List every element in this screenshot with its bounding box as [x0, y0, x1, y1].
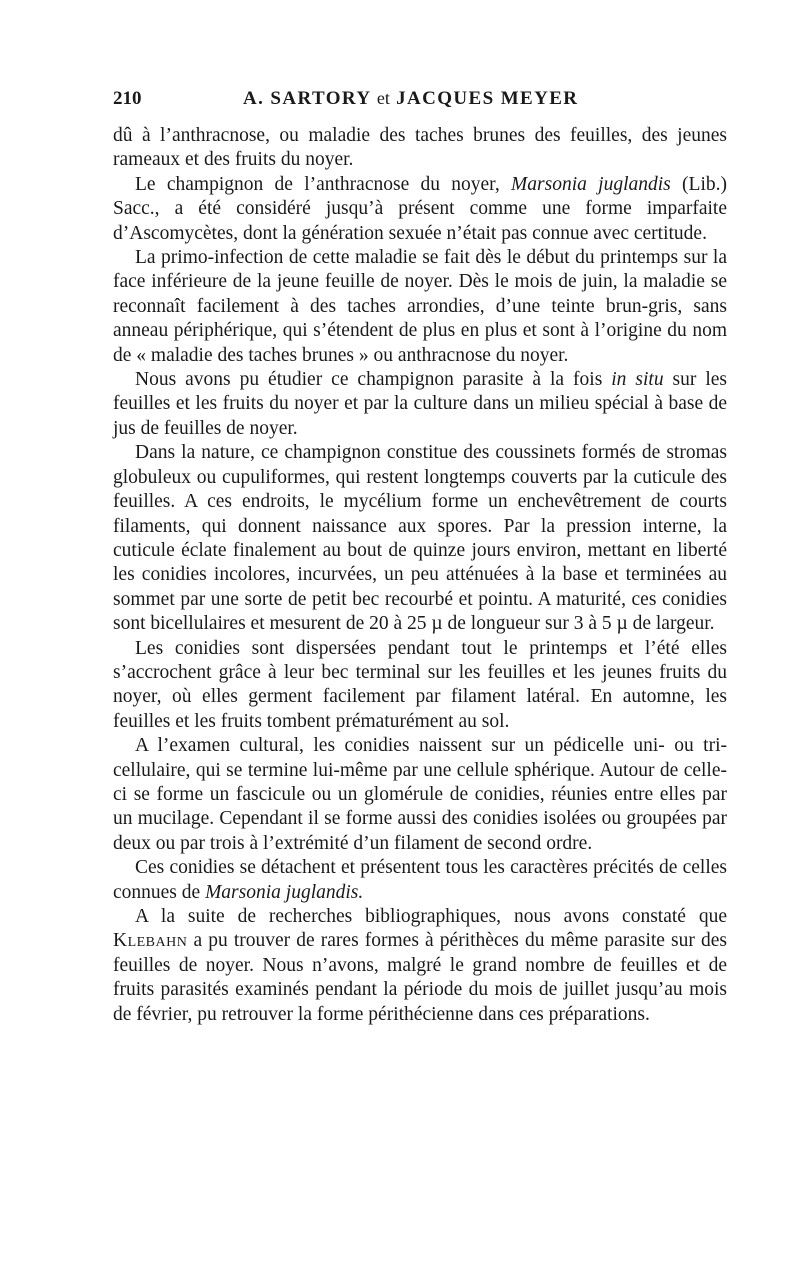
text-span: Nous avons pu étudier ce champignon parasite à la fois: [135, 369, 612, 391]
text-span: dû à l’anthracnose, ou maladie des taches brunes des feuilles, des jeunes rameaux et des fruits du noyer.: [113, 125, 727, 171]
paragraph-bibliography: [113, 905, 727, 1027]
paragraph-culture: [113, 734, 727, 856]
author-name-klebahn: Klebahn: [113, 930, 188, 952]
author-conjunction: et: [376, 88, 390, 108]
paragraph-study: [113, 368, 727, 441]
paragraph-dispersal: [113, 637, 727, 735]
page-number: 210: [113, 88, 142, 109]
text-span: A l’examen cultural, les conidies naissent sur un pédicelle uni- ou tri-cellulaire, qui se termine lui-même par une cellule sphérique. Autour de celle-ci se forme un fascicule ou un glomérule de conidies, réunies entre elles par un mucilage. Cependant il se forme aussi des conidies isolées ou groupées par deux ou par trois à l’extrémité d’un filament de second ordre.: [113, 735, 727, 854]
paragraph-primo-infection: [113, 246, 727, 368]
text-span: A la suite de recherches bibliographiques, nous avons constaté que: [135, 906, 727, 927]
text-span: Dans la nature, ce champignon constitue des coussinets formés de stromas globuleux ou cupuliformes, qui restent longtemps couverts par la cuticule des feuilles. A ces endroits, le mycélium forme un enchevêtrement de courts filaments, qui donnent naissance aux spores. Par la pression interne, la cuticule éclate finalement au bout de quinze jours environ, mettant en liberté les conidies incolores, incurvées, un peu atténuées à la base et terminées au sommet par une sorte de petit bec recourbé et pointu. A maturité, ces conidies sont bicellulaires et mesurent de 20 à 25 µ de longueur sur 3 à 5 µ de largeur.: [113, 442, 727, 635]
paragraph-continuation: [113, 124, 727, 173]
paragraph-anthracnose-fungus: [113, 173, 727, 246]
species-name: Marsonia juglandis.: [205, 881, 364, 903]
author-meyer: JACQUES MEYER: [396, 88, 579, 109]
paragraph-conidia-characters: [113, 856, 727, 905]
text-span: sur les feuilles et les fruits du noyer et par la culture dans un milieu spécial à base de jus de feuilles de noyer.: [113, 369, 727, 439]
author-sartory: A. SARTORY: [243, 88, 371, 109]
latin-term: in situ: [611, 369, 664, 391]
running-header: [113, 88, 727, 116]
text-span: Le champignon de l’anthracnose du noyer,: [135, 173, 512, 195]
text-span: (Lib.) Sacc., a été considéré jusqu’à présent comme une forme imparfaite d’Ascomycètes, dont la génération sexuée n’était pas connue avec certitude.: [113, 173, 727, 244]
paragraph-nature: [113, 441, 727, 636]
running-head-authors: [243, 88, 578, 110]
species-name: Marsonia juglandis: [511, 173, 671, 195]
text-span: a pu trouver de rares formes à périthèces du même parasite sur des feuilles de noyer. Nous n’avons, malgré le grand nombre de feuilles et de fruits parasités examinés pendant la période du mois de juillet jusqu’au mois de février, pu retrouver la forme périthécienne dans ces préparations.: [113, 930, 727, 1025]
text-span: Les conidies sont dispersées pendant tout le printemps et l’été elles s’accrochent grâce à leur bec terminal sur les feuilles et les jeunes fruits du noyer, où elles germent facilement par filament latéral. En automne, les feuilles et les fruits tombent prématurément au sol.: [113, 637, 727, 732]
body-text: [113, 124, 727, 1027]
text-span: La primo-infection de cette maladie se fait dès le début du printemps sur la face inférieure de la jeune feuille de noyer. Dès le mois de juin, la maladie se reconnaît facilement à des taches arrondies, d’une teinte brun-gris, sans anneau périphérique, qui s’étendent de plus en plus et sont à l’origine du nom de « maladie des taches brunes » ou anthracnose du noyer.: [113, 247, 727, 366]
text-span: Ces conidies se détachent et présentent tous les caractères précités de celles connues de: [113, 857, 727, 903]
